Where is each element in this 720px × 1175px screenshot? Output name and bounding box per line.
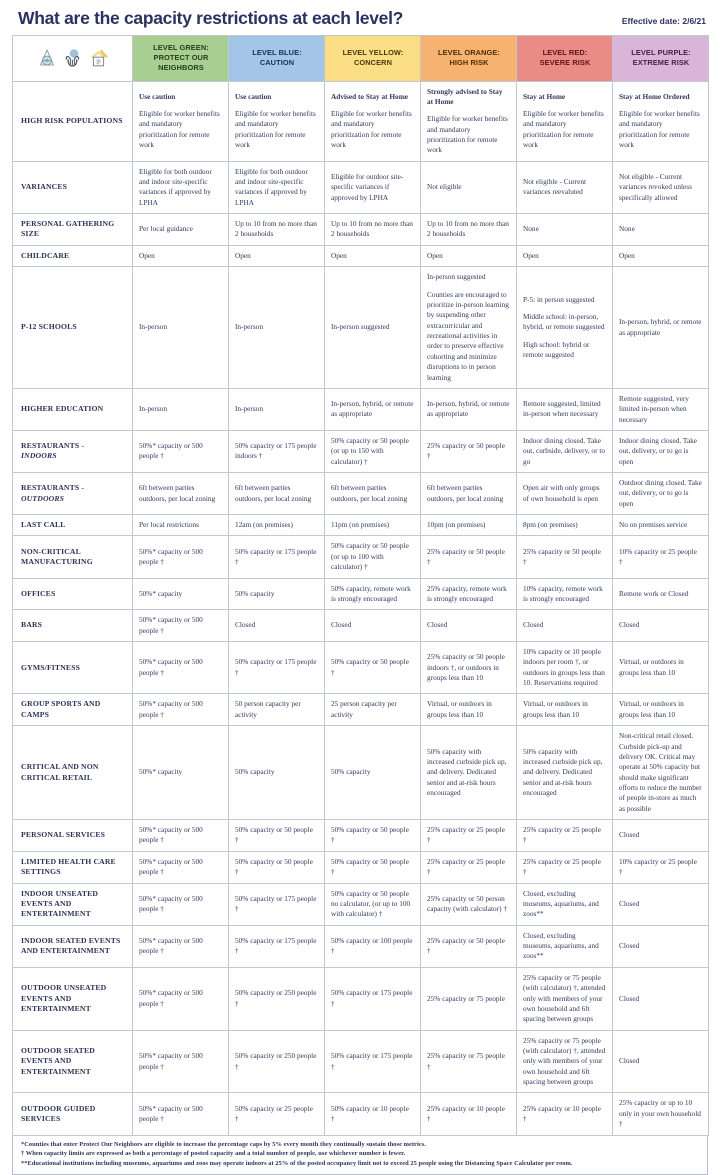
table-row <box>13 161 709 213</box>
footnote-dagger: † When capacity limits are expressed as both a percentage of posted capacity and a total number of people, use whichever number is fewer. <box>21 1150 406 1158</box>
cell-yellow: 50% capacity or 50 people † <box>325 820 421 852</box>
cell-green: 50%* capacity or 500 people † <box>133 820 229 852</box>
cell-red: Indoor dining closed. Take out, curbside, delivery, or to go <box>517 430 613 472</box>
cell-orange: In-person suggested Counties are encouraged to prioritize in-person learning by suspending other extracurricular and recreational activities in order to preserve effective cohorting and minimize disruptions to in person learning <box>421 267 517 389</box>
cell-orange: 25% capacity or 75 people † <box>421 1030 517 1093</box>
cell-blue: 50% capacity or 250 people † <box>229 967 325 1030</box>
cell-orange: 25% capacity, remote work is strongly encouraged <box>421 578 517 610</box>
row-label: INDOOR SEATED EVENTS AND ENTERTAINMENT <box>13 925 133 967</box>
cell-red: Open <box>517 245 613 266</box>
cell-green: Per local guidance <box>133 214 229 246</box>
row-label <box>13 430 133 472</box>
row-label: OUTDOOR SEATED EVENTS AND ENTERTAINMENT <box>13 1030 133 1093</box>
cell-blue: 50% capacity or 250 people † <box>229 1030 325 1093</box>
cell-purple: Closed <box>613 820 709 852</box>
cell-yellow: 50% capacity or 50 people (or up to 100 with calculator) † <box>325 536 421 578</box>
table-header-row <box>13 35 709 81</box>
cell-purple: Virtual, or outdoors in groups less than 10 <box>613 694 709 726</box>
cell-blue: Open <box>229 245 325 266</box>
row-label: INDOOR UNSEATED EVENTS AND ENTERTAINMENT <box>13 883 133 925</box>
table-row <box>13 536 709 578</box>
cell-purple: Not eligible - Current variances revoked unless specifically allowed <box>613 161 709 213</box>
cell-green: 50%* capacity or 500 people † <box>133 883 229 925</box>
cell-orange: Not eligible <box>421 161 517 213</box>
cell-red: 10% capacity or 10 people indoors per room †, or outdoors in groups less than 10. Reservations required <box>517 642 613 694</box>
cell-green: In-person <box>133 388 229 430</box>
cell-green: 50%* capacity or 500 people † <box>133 851 229 883</box>
cell-yellow: Closed <box>325 610 421 642</box>
cell-purple: Closed <box>613 967 709 1030</box>
column-header-yellow <box>325 35 421 81</box>
cell-red: 25% capacity or 75 people (with calculator) †, attended only with members of your own household and 6ft spacing between groups <box>517 967 613 1030</box>
header-line-1: LEVEL BLUE: <box>252 47 302 57</box>
table-row <box>13 726 709 820</box>
table-row <box>13 883 709 925</box>
row-label: P-12 SCHOOLS <box>13 267 133 389</box>
cell-green: 50%* capacity <box>133 578 229 610</box>
cell-yellow: 50% capacity or 175 people † <box>325 967 421 1030</box>
cell-yellow: Open <box>325 245 421 266</box>
row-label-sub: OUTDOORS <box>21 493 65 503</box>
cell-blue: In-person <box>229 267 325 389</box>
cell-orange: 25% capacity or 75 people <box>421 967 517 1030</box>
cell-yellow: 6ft between parties outdoors, per local zoning <box>325 473 421 515</box>
cell-green: Eligible for both outdoor and indoor site-specific variances if approved by LPHA <box>133 161 229 213</box>
cell-purple: Non-critical retail closed. Curbside pick-up and delivery OK. Critical may operate at 50% capacity but should make significant efforts to reduce the number of people in-store as much as possible <box>613 726 709 820</box>
cell-purple: 10% capacity or 25 people † <box>613 536 709 578</box>
cell-red: 25% capacity or 25 people † <box>517 851 613 883</box>
cell-orange: Up to 10 from no more than 2 households <box>421 214 517 246</box>
cell-green: 50%* capacity <box>133 726 229 820</box>
cell-purple: No on premises service <box>613 515 709 536</box>
cell-purple: None <box>613 214 709 246</box>
effective-date: Effective date: 2/6/21 <box>621 15 706 26</box>
table-row <box>13 81 709 161</box>
cell-blue: In-person <box>229 388 325 430</box>
cell-orange: Open <box>421 245 517 266</box>
row-label: LIMITED HEALTH CARE SETTINGS <box>13 851 133 883</box>
column-header-orange <box>421 35 517 81</box>
cell-yellow: 11pm (on premises) <box>325 515 421 536</box>
cell-red: Closed <box>517 610 613 642</box>
table-row <box>13 694 709 726</box>
header-line-1: LEVEL PURPLE: <box>631 47 691 57</box>
cell-blue: 6ft between parties outdoors, per local zoning <box>229 473 325 515</box>
cell-green: 50%* capacity or 500 people † <box>133 1030 229 1093</box>
cell-green: In-person <box>133 267 229 389</box>
cell-blue: 50% capacity or 175 people † <box>229 883 325 925</box>
cell-yellow: 50% capacity or 175 people † <box>325 1030 421 1093</box>
mask-icon <box>38 48 56 68</box>
row-label: OUTDOOR GUIDED SERVICES <box>13 1093 133 1135</box>
row-label: PERSONAL SERVICES <box>13 820 133 852</box>
row-label: VARIANCES <box>13 161 133 213</box>
row-label <box>13 473 133 515</box>
cell-green: 50%* capacity or 500 people † <box>133 610 229 642</box>
table-row <box>13 851 709 883</box>
cell-blue: 50% capacity or 175 people † <box>229 536 325 578</box>
row-label: GROUP SPORTS AND CAMPS <box>13 694 133 726</box>
cell-blue: 50% capacity or 50 people † <box>229 820 325 852</box>
cell-purple: 25% capacity or up to 10 only in your own household † <box>613 1093 709 1135</box>
cell-yellow: Up to 10 from no more than 2 households <box>325 214 421 246</box>
row-label-main: RESTAURANTS - <box>21 483 85 493</box>
cell-orange: 25% capacity or 50 people indoors †, or outdoors in groups less than 10 <box>421 642 517 694</box>
handwashing-icon <box>63 48 82 68</box>
row-label: CRITICAL AND NON CRITICAL RETAIL <box>13 726 133 820</box>
header-line-1: LEVEL RED: <box>542 47 588 57</box>
stay-home-icon <box>89 48 108 68</box>
cell-yellow: 50% capacity or 10 people † <box>325 1093 421 1135</box>
cell-orange: 10pm (on premises) <box>421 515 517 536</box>
cell-orange: 25% capacity or 50 people † <box>421 430 517 472</box>
cell-blue: Up to 10 from no more than 2 households <box>229 214 325 246</box>
cell-red: 25% capacity or 25 people † <box>517 820 613 852</box>
footnote-asterisk: *Counties that enter Protect Our Neighbors are eligible to increase the percentage caps by 5% every month they continually sustain those metrics. <box>21 1140 426 1148</box>
header-line-1: LEVEL ORANGE: <box>438 47 500 57</box>
column-header-red <box>517 35 613 81</box>
cell-yellow: In-person, hybrid, or remote as appropriate <box>325 388 421 430</box>
cell-red: 10% capacity, remote work is strongly encouraged <box>517 578 613 610</box>
header-line-2: EXTREME RISK <box>632 58 690 67</box>
cell-yellow: 50% capacity or 50 people (or up to 150 with calculator) † <box>325 430 421 472</box>
cell-blue: 50% capacity or 175 people † <box>229 642 325 694</box>
header-line-3: NEIGHBORS <box>158 63 204 73</box>
cell-orange: 25% capacity or 25 people † <box>421 820 517 852</box>
cell-purple: Outdoor dining closed. Take out, delivery, or to go is open <box>613 473 709 515</box>
cell-green: Open <box>133 245 229 266</box>
cell-yellow: In-person suggested <box>325 267 421 389</box>
page-header <box>12 10 708 35</box>
cell-green: Per local restrictions <box>133 515 229 536</box>
prevention-icons-cell <box>13 35 133 81</box>
cell-red: Remote suggested, limited in-person when necessary <box>517 388 613 430</box>
cell-yellow: 50% capacity or 50 people † <box>325 642 421 694</box>
table-row <box>13 515 709 536</box>
cell-green: 50%* capacity or 500 people † <box>133 694 229 726</box>
cell-red: 8pm (on premises) <box>517 515 613 536</box>
cell-orange: In-person, hybrid, or remote as appropriate <box>421 388 517 430</box>
cell-yellow: 50% capacity <box>325 726 421 820</box>
cell-red: None <box>517 214 613 246</box>
cell-orange: Closed <box>421 610 517 642</box>
cell-yellow: 50% capacity or 100 people † <box>325 925 421 967</box>
row-label-sub: INDOORS <box>21 451 57 461</box>
cell-red: 50% capacity with increased curbside pick up, and delivery. Dedicated senior and at-risk hours encouraged <box>517 726 613 820</box>
cell-purple: Virtual, or outdoors in groups less than 10 <box>613 642 709 694</box>
cell-green: 50%* capacity or 500 people † <box>133 642 229 694</box>
cell-yellow: 50% capacity or 50 people † <box>325 851 421 883</box>
row-label: OUTDOOR UNSEATED EVENTS AND ENTERTAINMENT <box>13 967 133 1030</box>
cell-green: 6ft between parties outdoors, per local zoning <box>133 473 229 515</box>
cell-blue: 50% capacity or 25 people † <box>229 1093 325 1135</box>
table-row <box>13 388 709 430</box>
cell-purple: Closed <box>613 883 709 925</box>
table-row <box>13 473 709 515</box>
cell-purple: Closed <box>613 610 709 642</box>
row-label: NON-CRITICAL MANUFACTURING <box>13 536 133 578</box>
column-header-blue <box>229 35 325 81</box>
row-label: HIGHER EDUCATION <box>13 388 133 430</box>
cell-purple: In-person, hybrid, or remote as appropriate <box>613 267 709 389</box>
cell-blue: 50% capacity or 175 people indoors † <box>229 430 325 472</box>
column-header-green <box>133 35 229 81</box>
table-body <box>13 81 709 1135</box>
table-row <box>13 578 709 610</box>
table-row <box>13 1030 709 1093</box>
cell-green: 50%* capacity or 500 people † <box>133 925 229 967</box>
table-row <box>13 267 709 389</box>
cell-orange: Virtual, or outdoors in groups less than 10 <box>421 694 517 726</box>
cell-orange: 25% capacity or 50 people † <box>421 925 517 967</box>
cell-purple: Stay at Home Ordered Eligible for worker benefits and mandatory prioritization for remote work <box>613 81 709 161</box>
row-label: OFFICES <box>13 578 133 610</box>
cell-red: 25% capacity or 75 people (with calculator) †, attended only with members of your own household and 6ft spacing between groups <box>517 1030 613 1093</box>
cell-yellow: Advised to Stay at Home Eligible for worker benefits and mandatory prioritization for remote work <box>325 81 421 161</box>
cell-purple: Indoor dining closed. Take out, delivery, or to go is open <box>613 430 709 472</box>
cell-purple: 10% capacity or 25 people † <box>613 851 709 883</box>
cell-blue: 50% capacity or 50 people † <box>229 851 325 883</box>
cell-orange: Strongly advised to Stay at Home Eligible for worker benefits and mandatory prioritization for remote work <box>421 81 517 161</box>
cell-red: 25% capacity or 50 people † <box>517 536 613 578</box>
footnote-double-asterisk: **Educational institutions including museums, aquariums and zoos may operate indoors at 25% of the posted occupancy limit not to exceed 25 people using the Distancing Space Calculator per room. <box>21 1160 573 1168</box>
cell-red: Not eligible - Current variances reevaluted <box>517 161 613 213</box>
header-line-1: LEVEL GREEN: <box>153 42 209 52</box>
cell-orange: 50% capacity with increased curbside pick up, and delivery. Dedicated senior and at-risk hours encouraged <box>421 726 517 820</box>
header-line-2: HIGH RISK <box>449 58 489 67</box>
row-label: CHILDCARE <box>13 245 133 266</box>
cell-blue: Closed <box>229 610 325 642</box>
row-label: PERSONAL GATHERING SIZE <box>13 214 133 246</box>
table-row <box>13 245 709 266</box>
footnotes <box>12 1136 708 1175</box>
cell-red: P-5: in person suggested Middle school: in-person, hybrid, or remote suggested High school: hybrid or remote suggested <box>517 267 613 389</box>
cell-blue: Use caution Eligible for worker benefits and mandatory prioritization for remote work <box>229 81 325 161</box>
cell-blue: 12am (on premises) <box>229 515 325 536</box>
cell-red: Stay at Home Eligible for worker benefits and mandatory prioritization for remote work <box>517 81 613 161</box>
header-line-2: CAUTION <box>259 58 295 67</box>
cell-red: 25% capacity or 10 people † <box>517 1093 613 1135</box>
header-line-2: SEVERE RISK <box>539 58 591 67</box>
table-row <box>13 642 709 694</box>
cell-green: 50%* capacity or 500 people † <box>133 430 229 472</box>
cell-purple: Closed <box>613 925 709 967</box>
cell-red: Virtual, or outdoors in groups less than 10 <box>517 694 613 726</box>
cell-green: Use caution Eligible for worker benefits and mandatory prioritization for remote work <box>133 81 229 161</box>
table-row <box>13 430 709 472</box>
cell-orange: 25% capacity or 25 people † <box>421 851 517 883</box>
column-header-purple <box>613 35 709 81</box>
capacity-restrictions-table <box>12 35 709 1136</box>
cell-purple: Remote suggested, very limited in-person when necessary <box>613 388 709 430</box>
row-label: LAST CALL <box>13 515 133 536</box>
cell-purple: Remote work or Closed <box>613 578 709 610</box>
cell-blue: 50 person capacity per activity <box>229 694 325 726</box>
cell-yellow: 50% capacity, remote work is strongly encouraged <box>325 578 421 610</box>
cell-orange: 25% capacity or 50 person capacity (with calculator) † <box>421 883 517 925</box>
cell-red: Open air with only groups of own household is open <box>517 473 613 515</box>
row-label: HIGH RISK POPULATIONS <box>13 81 133 161</box>
row-label-main: RESTAURANTS - <box>21 441 85 451</box>
cell-yellow: Eligible for outdoor site-specific variances if approved by LPHA <box>325 161 421 213</box>
table-row <box>13 820 709 852</box>
cell-red: Closed, excluding museums, aquariums, and zoos** <box>517 883 613 925</box>
cell-orange: 6ft between parties outdoors, per local zoning <box>421 473 517 515</box>
cell-red: Closed, excluding museums, aquariums, and zoos** <box>517 925 613 967</box>
cell-green: 50%* capacity or 500 people † <box>133 1093 229 1135</box>
cell-purple: Closed <box>613 1030 709 1093</box>
cell-blue: 50% capacity or 175 people † <box>229 925 325 967</box>
cell-green: 50%* capacity or 500 people † <box>133 536 229 578</box>
cell-green: 50%* capacity or 500 people † <box>133 967 229 1030</box>
cell-purple: Open <box>613 245 709 266</box>
cell-orange: 25% capacity or 10 people † <box>421 1093 517 1135</box>
row-label: GYMS/FITNESS <box>13 642 133 694</box>
cell-yellow: 50% capacity or 50 people no calculator, (or up to 100 with calculator) † <box>325 883 421 925</box>
table-row <box>13 214 709 246</box>
page-title: What are the capacity restrictions at each level? <box>18 8 404 28</box>
header-line-2: PROTECT OUR <box>153 52 209 62</box>
table-row <box>13 925 709 967</box>
table-row <box>13 610 709 642</box>
cell-blue: Eligible for both outdoor and indoor site-specific variances if approved by LPHA <box>229 161 325 213</box>
header-line-2: CONCERN <box>353 58 393 67</box>
row-label: BARS <box>13 610 133 642</box>
cell-blue: 50% capacity <box>229 578 325 610</box>
header-line-1: LEVEL YELLOW: <box>342 47 404 57</box>
cell-orange: 25% capacity or 50 people † <box>421 536 517 578</box>
cell-yellow: 25 person capacity per activity <box>325 694 421 726</box>
table-row <box>13 967 709 1030</box>
cell-blue: 50% capacity <box>229 726 325 820</box>
